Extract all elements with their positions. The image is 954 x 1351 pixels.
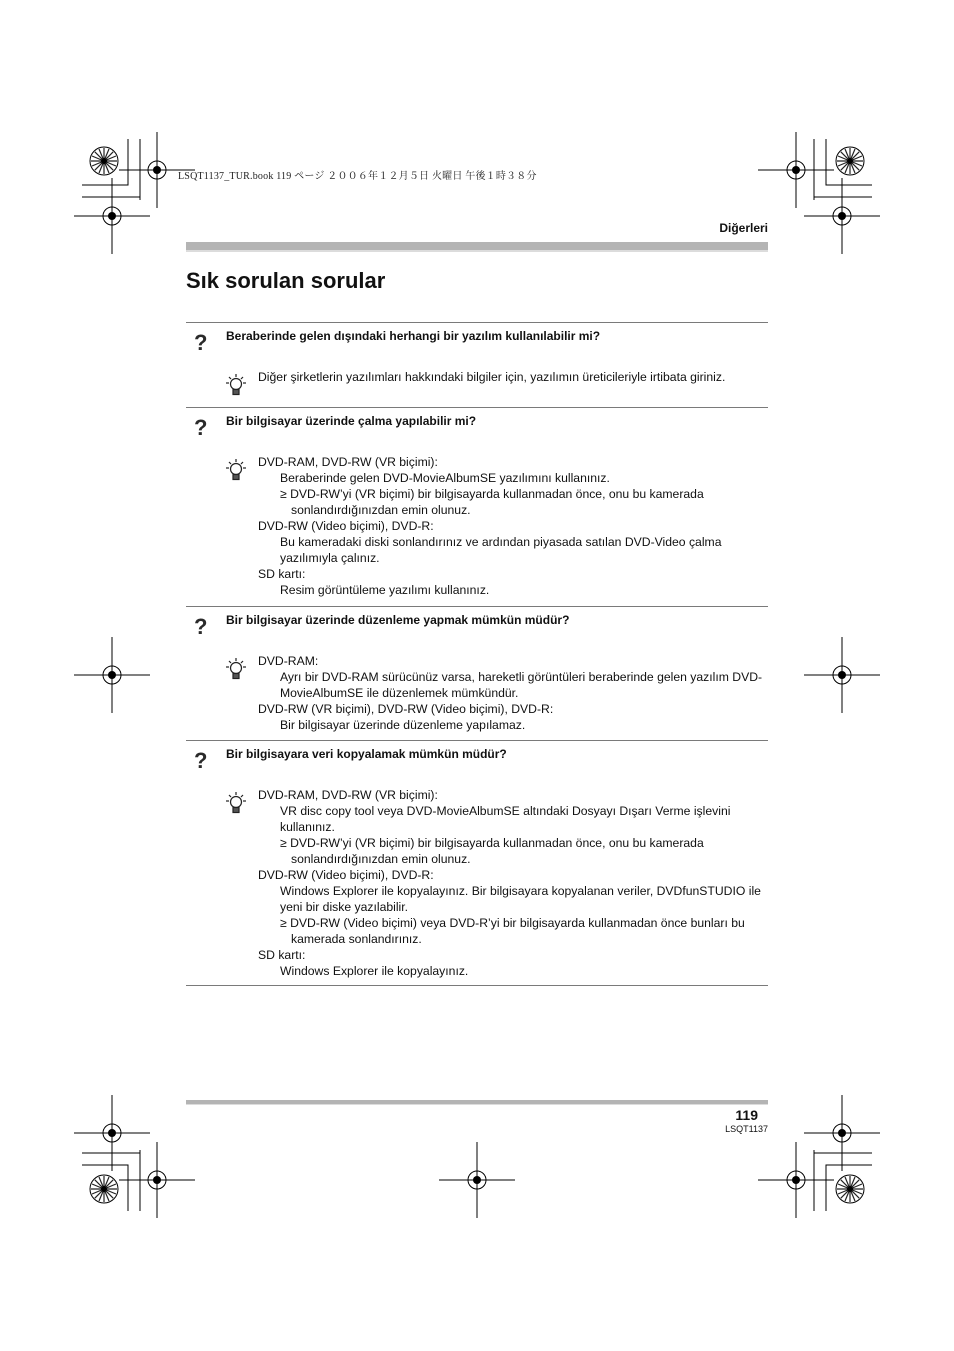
answer-bullet: ≥ DVD-RW’yi (VR biçimi) bir bilgisayarda kullanmadan önce, onu bu kamerada sonlandırdığınızdan emin olunuz. (280, 836, 704, 866)
page-number: 119 (735, 1107, 758, 1123)
lightbulb-icon (226, 374, 246, 396)
question-mark-icon: ? (194, 330, 208, 355)
answer-bullet: ≥ DVD-RW’yi (VR biçimi) bir bilgisayarda kullanmadan önce, onu bu kamerada sonlandırdığınızdan emin olunuz. (280, 487, 704, 517)
question-text: Beraberinde gelen dışındaki herhangi bir yazılım kullanılabilir mi? (226, 329, 601, 343)
question-mark-icon: ? (194, 748, 208, 773)
answer-line: Windows Explorer ile kopyalayınız. Bir bilgisayara kopyalanan veriler, DVDfunSTUDIO ile yeni bir diske yazılabilir. (280, 884, 761, 914)
answer-line: Bir bilgisayar üzerinde düzenleme yapılamaz. (280, 718, 526, 732)
answer-heading: DVD-RAM, DVD-RW (VR biçimi): (258, 788, 438, 802)
divider (186, 407, 768, 408)
header-bar (186, 242, 768, 252)
answer-line: VR disc copy tool veya DVD-MovieAlbumSE altındaki Dosyayı Dışarı Verme işlevini kullanınız. (280, 804, 731, 834)
lightbulb-icon (226, 792, 246, 814)
answer-line: Ayrı bir DVD-RAM sürücünüz varsa, hareketli görüntüleri beraberinde gelen yazılım DVD-MovieAlbumSE ile düzenlemek mümkündür. (280, 670, 763, 700)
answer-bullet: ≥ DVD-RW (Video biçimi) veya DVD-R’yi bir bilgisayarda kullanmadan önce bunları bu kamerada sonlandırınız. (280, 916, 745, 946)
question-mark-icon: ? (194, 614, 208, 639)
question-text: Bir bilgisayar üzerinde düzenleme yapmak mümkün müdür? (226, 613, 570, 627)
section-label: Diğerleri (719, 221, 768, 235)
file-header: LSQT1137_TUR.book 119 ページ ２００６年１２月５日 火曜日 午後１時３８分 (178, 171, 537, 182)
answer-line: Bu kameradaki diski sonlandırınız ve ardından piyasada satılan DVD-Video çalma yazılımıyla çalınız. (280, 535, 722, 565)
divider (186, 322, 768, 323)
divider (186, 740, 768, 741)
answer-line: Resim görüntüleme yazılımı kullanınız. (280, 583, 490, 597)
answer-body (258, 787, 763, 979)
lightbulb-icon (226, 658, 246, 680)
question-text: Bir bilgisayar üzerinde çalma yapılabilir mi? (226, 414, 477, 428)
question-text: Bir bilgisayara veri kopyalamak mümkün müdür? (226, 747, 507, 761)
answer-heading: DVD-RAM: (258, 654, 319, 668)
model-code: LSQT1137 (725, 1124, 768, 1134)
answer-heading: SD kartı: (258, 948, 306, 962)
answer-body (258, 454, 763, 598)
answer-line: Beraberinde gelen DVD-MovieAlbumSE yazılımını kullanınız. (280, 471, 610, 485)
answer-heading: SD kartı: (258, 567, 306, 581)
answer-heading: DVD-RW (Video biçimi), DVD-R: (258, 868, 434, 882)
answer-line: Diğer şirketlerin yazılımları hakkındaki bilgiler için, yazılımın üreticileriyle irtibata giriniz. (258, 370, 726, 384)
lightbulb-icon (226, 459, 246, 481)
answer-heading: DVD-RW (VR biçimi), DVD-RW (Video biçimi), DVD-R: (258, 702, 554, 716)
divider (186, 985, 768, 986)
footer-bar (186, 1100, 768, 1105)
divider (186, 606, 768, 607)
answer-body (258, 369, 763, 385)
page-title: Sık sorulan sorular (186, 268, 386, 293)
answer-heading: DVD-RW (Video biçimi), DVD-R: (258, 519, 434, 533)
answer-heading: DVD-RAM, DVD-RW (VR biçimi): (258, 455, 438, 469)
answer-line: Windows Explorer ile kopyalayınız. (280, 964, 469, 978)
question-mark-icon: ? (194, 415, 208, 440)
answer-body (258, 653, 763, 733)
